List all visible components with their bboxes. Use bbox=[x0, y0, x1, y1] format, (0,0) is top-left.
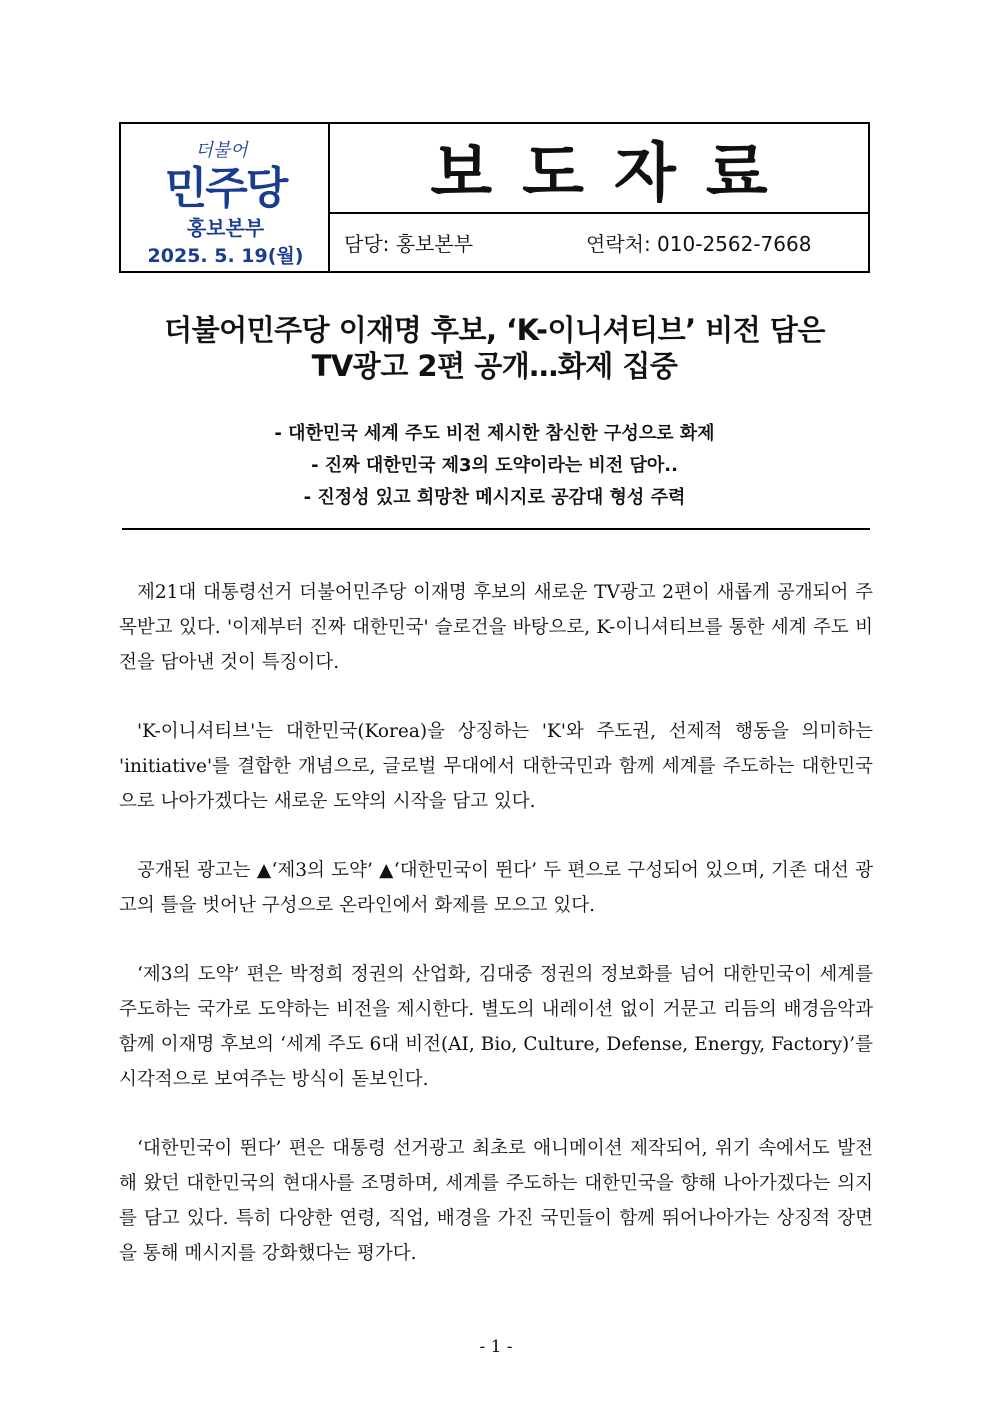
paragraph-1: 제21대 대통령선거 더불어민주당 이재명 후보의 새로운 TV광고 2편이 새롭게 공개되어 주목받고 있다. '이제부터 진짜 대한민국' 슬로건을 바탕으로, K-이니셔티브를 통한 세계 주도 비전을 담아낸 것이 특징이다. bbox=[119, 582, 873, 673]
contact-phone: 연락처: 010-2562-7668 bbox=[586, 232, 812, 256]
subheading-2: - 진짜 대한민국 제3의 도약이라는 비전 담아.. bbox=[311, 455, 678, 476]
divider bbox=[122, 528, 870, 530]
paragraph-5: ‘대한민국이 뛴다’ 편은 대통령 선거광고 최초로 애니메이션 제작되어, 위기 속에서도 발전해 왔던 대한민국의 현대사를 조명하며, 세계를 주도하는 대한민국을 향해 나아가겠다는 의지를 담고 있다. 특히 다양한 연령, 직업, 배경을 가진 국민들이 함께 뛰어나아가는 상징적 장면을 통해 메시지를 강화했다는 평가다. bbox=[119, 1138, 873, 1264]
subheading-1: - 대한민국 세계 주도 비전 제시한 참신한 구성으로 화제 bbox=[274, 423, 715, 444]
page-number: - 1 - bbox=[479, 1337, 513, 1357]
contact-person: 담당: 홍보본부 bbox=[344, 232, 474, 256]
paragraph-3: 공개된 광고는 ▲‘제3의 도약’ ▲‘대한민국이 뛴다’ 두 편으로 구성되어 있으며, 기존 대선 광고의 틀을 벗어난 구성으로 온라인에서 화제를 모으고 있다. bbox=[119, 860, 873, 916]
logo-small-text: 더불어 bbox=[195, 140, 248, 161]
party-logo-cell bbox=[121, 124, 330, 271]
headline-line-1: 더불어민주당 이재명 후보, ‘K-이니셔티브’ 비전 담은 bbox=[164, 313, 825, 347]
subheading-3: - 진정성 있고 희망찬 메시지로 공감대 형성 주력 bbox=[303, 487, 686, 508]
headline-line-2: TV광고 2편 공개…화제 집중 bbox=[311, 349, 678, 383]
logo-main-text: 민주당 bbox=[164, 163, 287, 214]
headline bbox=[119, 312, 870, 384]
subheadings bbox=[119, 418, 870, 514]
release-date: 2025. 5. 19(월) bbox=[147, 245, 304, 267]
press-release-header bbox=[119, 122, 870, 273]
contact-cell bbox=[330, 214, 868, 271]
paragraph-2: 'K-이니셔티브'는 대한민국(Korea)을 상징하는 'K'와 주도권, 선제적 행동을 의미하는 'initiative'를 결합한 개념으로, 글로벌 무대에서 대한국민과 함께 세계를 주도하는 대한민국으로 나아가겠다는 새로운 도약의 시작을 담고 있다. bbox=[119, 721, 873, 812]
title-cell bbox=[330, 124, 868, 214]
document-title: 보도자료 bbox=[430, 137, 798, 211]
paragraph-4: ‘제3의 도약’ 편은 박정희 정권의 산업화, 김대중 정권의 정보화를 넘어 대한민국이 세계를 주도하는 국가로 도약하는 비전을 제시한다. 별도의 내레이션 없이 거문고 리듬의 배경음악과 함께 이재명 후보의 ‘세계 주도 6대 비전(AI, Bio, Culture, Defense, Energy, Factory)’를 시각적으로 보여주는 방식이 돋보인다. bbox=[119, 964, 873, 1090]
department-label: 홍보본부 bbox=[186, 216, 265, 240]
body-text bbox=[119, 575, 873, 1305]
